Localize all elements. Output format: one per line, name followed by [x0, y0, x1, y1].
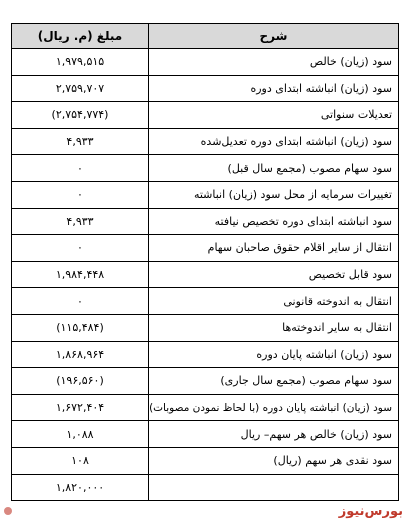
row-description: انتقال به سایر اندوخته‌ها [149, 314, 399, 341]
row-amount: ۰ [12, 181, 149, 208]
table-row [12, 474, 399, 501]
table-row [12, 314, 399, 341]
table-row [12, 155, 399, 182]
row-amount: ۰ [12, 235, 149, 262]
row-description: سود انباشته ابتدای دوره تخصیص نیافته [149, 208, 399, 235]
table-row [12, 75, 399, 102]
table-row [12, 49, 399, 76]
table-row [12, 208, 399, 235]
row-description: سود قابل تخصیص [149, 261, 399, 288]
row-description: سود سهام مصوب (مجمع سال قبل) [149, 155, 399, 182]
table-row [12, 181, 399, 208]
row-description [149, 474, 399, 501]
row-amount: ۱,۶۷۲,۴۰۴ [12, 394, 149, 421]
row-description: سود (زیان) انباشته ابتدای دوره [149, 75, 399, 102]
table-row [12, 447, 399, 474]
table-row [12, 341, 399, 368]
table-row [12, 421, 399, 448]
row-amount: (۱۱۵,۴۸۴) [12, 314, 149, 341]
boursenews-logo: بورس‌نیوز [338, 504, 403, 519]
row-description: انتقال به اندوخته قانونی [149, 288, 399, 315]
header-description: شرح [149, 24, 399, 49]
row-amount: ۱۰۸ [12, 447, 149, 474]
row-description: تغییرات سرمایه از محل سود (زیان) انباشته [149, 181, 399, 208]
table-row [12, 235, 399, 262]
row-description: سود نقدی هر سهم (ریال) [149, 447, 399, 474]
row-description: سود (زیان) خالص [149, 49, 399, 76]
table-row [12, 394, 399, 421]
table-row [12, 368, 399, 395]
row-amount: (۲,۷۵۴,۷۷۴) [12, 102, 149, 129]
financial-table [11, 23, 399, 501]
row-description: سود (زیان) انباشته پایان دوره [149, 341, 399, 368]
table-header-row [12, 24, 399, 49]
row-amount: ۱,۰۸۸ [12, 421, 149, 448]
row-amount: (۱۹۶,۵۶۰) [12, 368, 149, 395]
header-amount: مبلغ (م. ریال) [12, 24, 149, 49]
row-amount: ۱,۹۸۴,۴۴۸ [12, 261, 149, 288]
row-amount: ۱,۸۶۸,۹۶۴ [12, 341, 149, 368]
table-row [12, 102, 399, 129]
row-description: تعدیلات سنواتی [149, 102, 399, 129]
row-amount: ۱,۸۲۰,۰۰۰ [12, 474, 149, 501]
row-amount: ۴,۹۳۳ [12, 128, 149, 155]
row-description: سود (زیان) خالص هر سهم– ریال [149, 421, 399, 448]
row-amount: ۰ [12, 155, 149, 182]
row-amount: ۴,۹۳۳ [12, 208, 149, 235]
logo-dot-icon [4, 507, 12, 515]
row-amount: ۲,۷۵۹,۷۰۷ [12, 75, 149, 102]
table-row [12, 261, 399, 288]
row-description: سود سهام مصوب (مجمع سال جاری) [149, 368, 399, 395]
table-row [12, 128, 399, 155]
row-amount: ۰ [12, 288, 149, 315]
row-description: سود (زیان) انباشته ابتدای دوره تعدیل‌شده [149, 128, 399, 155]
row-amount: ۱,۹۷۹,۵۱۵ [12, 49, 149, 76]
row-description: انتقال از سایر اقلام حقوق صاحبان سهام [149, 235, 399, 262]
row-description: سود (زیان) انباشته پایان دوره (با لحاظ نمودن مصوبات) [149, 394, 399, 421]
table-row [12, 288, 399, 315]
